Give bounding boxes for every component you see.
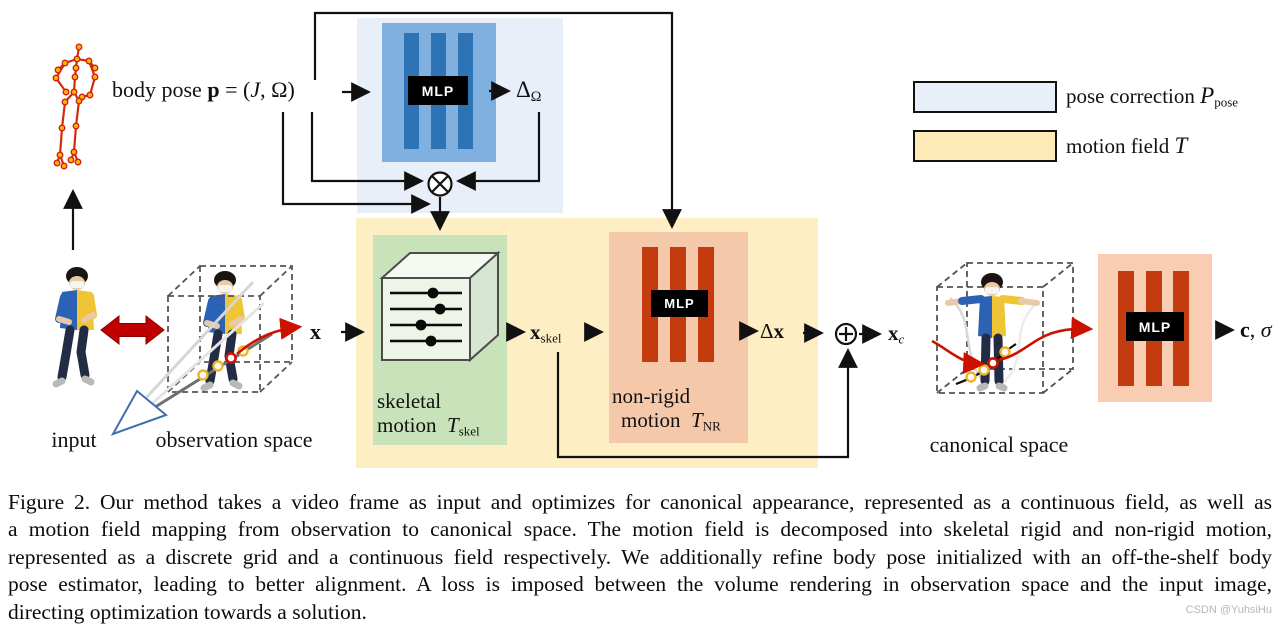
add-node [836,324,856,344]
input-label [45,427,103,453]
c-subscript: c [898,331,905,347]
nonrigid-mlp-chip [651,290,708,317]
pose-multiply-node [429,173,452,196]
close-paren: ) [287,77,295,102]
equals-paren: = ( [225,77,251,102]
skeletal-motion-label [377,390,480,443]
comma: , [1249,317,1261,342]
pose-to-nonrigid-route [315,13,672,226]
camera-frustum-icon [113,282,272,434]
xc-to-canonical-red-curve [932,341,982,364]
legend-pose-correction-text: pose correction [1066,84,1195,108]
x-symbol: x [310,319,321,344]
x-c-label [888,321,904,348]
observation-space-text: observation space [155,427,313,452]
figure-caption [8,489,1272,626]
input-text: input [51,427,97,452]
p-symbol: p [207,77,220,102]
pose-mlp-chip [408,76,468,105]
delta-omega-subscript: Ω [530,88,542,105]
body-pose-text: body pose [112,77,202,102]
legend-pose-correction-label [1066,83,1238,111]
caption-line: pose estimator, leading to better alignment. A loss is imposed between the volume rendering in observation space and the input image, [8,572,1272,597]
motion-text: motion [621,407,681,432]
J-symbol: J [250,77,261,102]
pose-mlp-chip-label: MLP [421,82,455,99]
caption-line: represented as a discrete grid and a continuous field respectively. We additionally refine body pose initialized with an off-the-shelf body [8,544,1272,569]
omega-to-multiply-arrow [312,112,421,181]
legend-motion-field-label [1066,133,1187,159]
delta-symbol: Δ [516,77,531,102]
body-pose-label [112,77,295,103]
legend-motion-field-text: motion field [1066,134,1170,158]
input-person-image [56,267,94,384]
T-symbol: T [447,412,459,437]
non-rigid-text: non-rigid [612,384,691,408]
observation-space-label [148,427,320,453]
canonical-mlp-chip [1126,312,1184,341]
omega-symbol: Ω [271,77,288,102]
canonical-person-image [948,273,1037,388]
canonical-space-label [923,432,1075,458]
skeletal-grid-cube-icon [382,253,498,360]
body-pose-skeleton-icon [53,44,98,169]
delta-x-label [760,319,784,344]
comma: , [260,77,272,102]
sigma-symbol: σ [1260,317,1272,342]
c-symbol: c [1240,317,1250,342]
non-rigid-motion-label [612,385,721,438]
canonical-to-mlp-red-curve [999,329,1090,360]
x-label [310,319,321,345]
x-symbol: x [773,319,785,343]
j-bypass-arrow [283,112,428,204]
nr-subscript: NR [702,418,721,434]
input-observation-double-arrow [101,316,164,344]
delta-omega-to-multiply-arrow [459,112,539,181]
skel-subscript: skel [458,423,480,439]
x-skel-label [530,320,561,347]
canonical-space-text: canonical space [929,432,1069,457]
skel-subscript: skel [540,330,562,346]
motion-text: motion [377,412,437,437]
caption-line: a motion field mapping from observation to canonical space. The motion field is decomposed into skeletal rigid and non-rigid motion, [8,517,1272,542]
canonical-mlp-chip-label: MLP [1138,318,1172,335]
watermark: CSDN @YuhsiHu [1185,604,1272,616]
T-symbol: T [1174,133,1188,158]
caption-line: directing optimization towards a solution. [8,599,367,624]
skeletal-text: skeletal [377,389,442,413]
delta-omega-label [516,77,541,106]
T-symbol: T [691,407,703,432]
c-sigma-label [1240,317,1272,343]
x-symbol: x [530,320,541,344]
x-symbol: x [888,321,899,345]
P-subscript: pose [1214,94,1239,110]
delta-symbol: Δ [760,319,774,343]
nonrigid-mlp-chip-label: MLP [664,296,695,311]
caption-line: Figure 2. Our method takes a video frame as input and optimizes for canonical appearance, represented as a continuous field, as well as [8,490,1272,514]
P-symbol: P [1200,83,1215,108]
